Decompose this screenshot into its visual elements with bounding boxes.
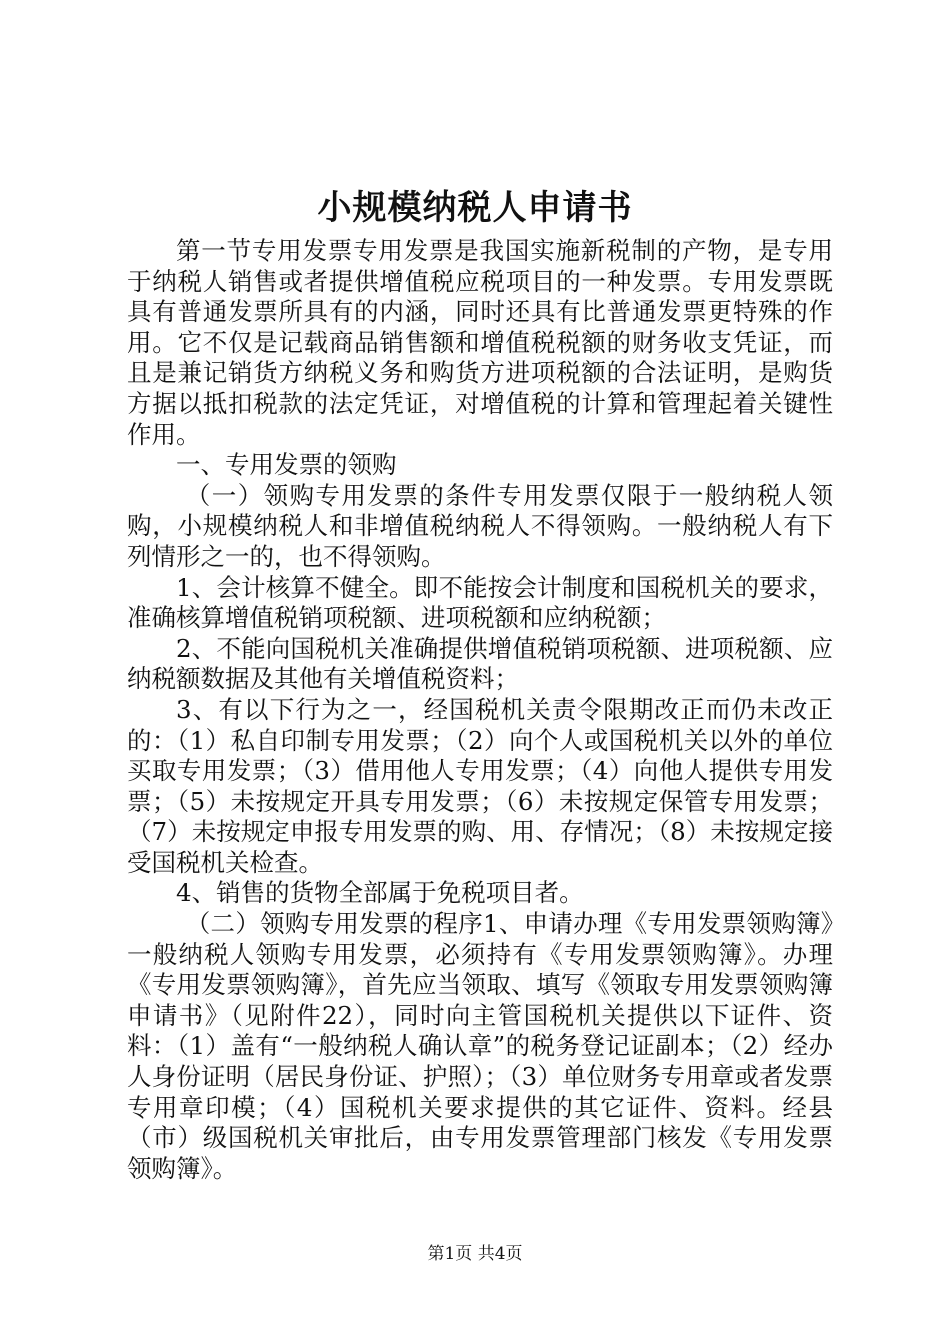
paragraph-conditions: （一）领购专用发票的条件专用发票仅限于一般纳税人领购，小规模纳税人和非增值税纳税人不得领购。一般纳税人有下列情形之一的，也不得领购。 (127, 480, 833, 571)
paragraph-procedure: （二）领购专用发票的程序1、申请办理《专用发票领购簿》一般纳税人领购专用发票，必须持有《专用发票领购簿》。办理《专用发票领购簿》，首先应当领取、填写《领取专用发票领购簿申请书》（见附件22），同时向主管国税机关提供以下证件、资料：（1）盖有“一般纳税人确认章”的税务登记证副本；（2）经办人身份证明（居民身份证、护照）；（3）单位财务专用章或者发票专用章印模；（4）国税机关要求提供的其它证件、资料。经县（市）级国税机关审批后，由专用发票管理部门核发《专用发票领购簿》。 (127, 909, 833, 1183)
page-title: 小规模纳税人申请书 (317, 188, 633, 228)
list-item-3: 3、有以下行为之一，经国税机关责令限期改正而仍未改正的：（1）私自印制专用发票；（2）向个人或国税机关以外的单位买取专用发票；（3）借用他人专用发票；（4）向他人提供专用发票；（5）未按规定开具专用发票；（6）未按规定保管专用发票；（7）未按规定申报专用发票的购、用、存情况；（8）未按规定接受国税机关检查。 (127, 694, 833, 877)
list-item-2: 2、不能向国税机关准确提供增值税销项税额、进项税额、应纳税额数据及其他有关增值税资料； (127, 633, 833, 694)
section-heading: 一、专用发票的领购 (176, 450, 397, 480)
document-body (127, 236, 833, 1184)
paragraph-intro: 第一节专用发票专用发票是我国实施新税制的产物，是专用于纳税人销售或者提供增值税应税项目的一种发票。专用发票既具有普通发票所具有的内涵，同时还具有比普通发票更特殊的作用。它不仅是记载商品销售额和增值税税额的财务收支凭证，而且是兼记销货方纳税义务和购货方进项税额的合法证明，是购货方据以抵扣税款的法定凭证，对增值税的计算和管理起着关键性作用。 (127, 236, 833, 449)
page-number: 第1页 共4页 (427, 1244, 523, 1264)
list-item-1: 1、会计核算不健全。即不能按会计制度和国税机关的要求，准确核算增值税销项税额、进项税额和应纳税额； (127, 572, 833, 633)
list-item-4: 4、销售的货物全部属于免税项目者。 (176, 878, 584, 908)
